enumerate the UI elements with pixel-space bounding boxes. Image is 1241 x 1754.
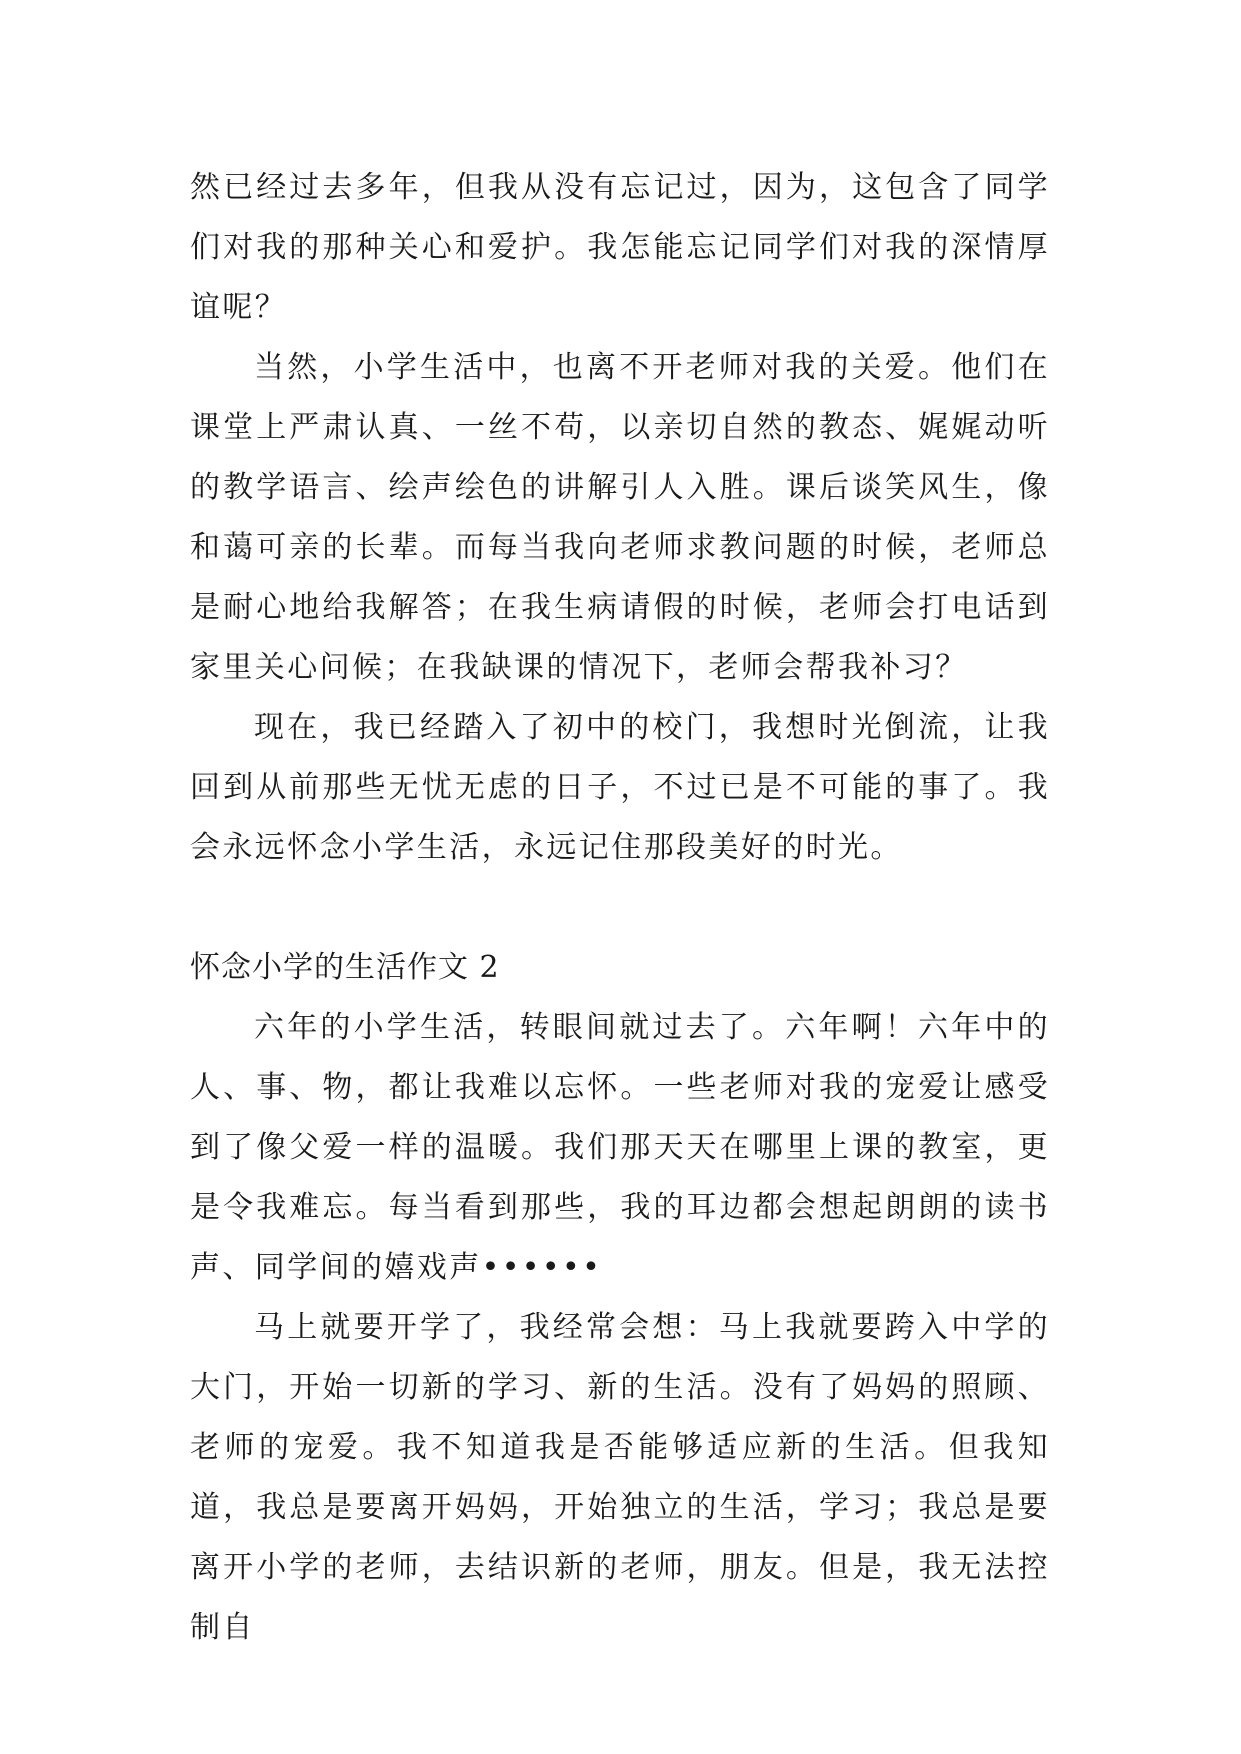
document-body — [190, 158, 1050, 1658]
paragraph-teachers-care: 当然，小学生活中，也离不开老师对我的关爱。他们在课堂上严肃认真、一丝不苟，以亲切自然的教态、娓娓动听的教学语言、绘声绘色的讲解引人入胜。课后谈笑风生，像和蔼可亲的长辈。而每当我向老师求教问题的时候，老师总是耐心地给我解答；在我生病请假的时候，老师会打电话到家里关心问候；在我缺课的情况下，老师会帮我补习？ — [190, 350, 1050, 685]
paragraph-new-school: 马上就要开学了，我经常会想：马上我就要跨入中学的大门，开始一切新的学习、新的生活。没有了妈妈的照顾、老师的宠爱。我不知道我是否能够适应新的生活。但我知道，我总是要离开妈妈，开始独立的生活，学习；我总是要离开小学的老师，去结识新的老师，朋友。但是，我无法控制自 — [190, 1310, 1050, 1645]
paragraph-six-years: 六年的小学生活，转眼间就过去了。六年啊！六年中的人、事、物，都让我难以忘怀。一些老师对我的宠爱让感受到了像父爱一样的温暖。我们那天天在哪里上课的教室，更是令我难忘。每当看到那些，我的耳边都会想起朗朗的读书声、同学间的嬉戏声•••••• — [190, 1010, 1050, 1285]
continued-paragraph: 然已经过去多年，但我从没有忘记过，因为，这包含了同学们对我的那种关心和爱护。我怎能忘记同学们对我的深情厚谊呢？ — [190, 170, 1050, 325]
paragraph-junior-high: 现在，我已经踏入了初中的校门，我想时光倒流，让我回到从前那些无忧无虑的日子，不过已是不可能的事了。我会永远怀念小学生活，永远记住那段美好的时光。 — [190, 710, 1050, 865]
essay-title: 怀念小学的生活作文 2 — [190, 950, 500, 985]
section-gap — [190, 878, 1050, 938]
